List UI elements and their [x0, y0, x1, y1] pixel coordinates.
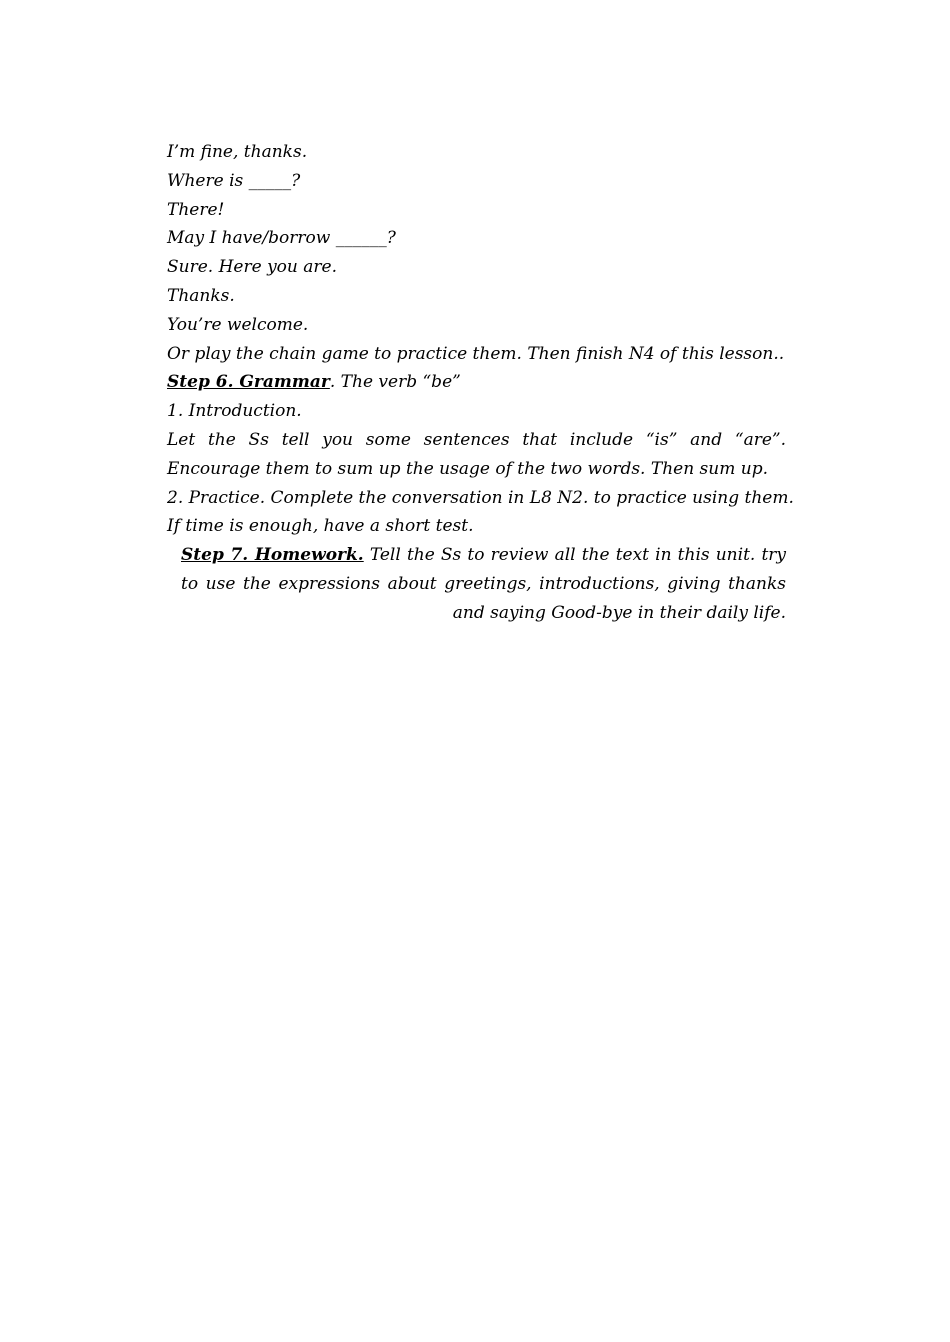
dialogue-line-6: Thanks.: [167, 285, 235, 306]
step6-heading: Step 6. Grammar: [167, 372, 330, 393]
chain-game-line: Or play the chain game to practice them. Then finish N4 of this lesson..: [167, 343, 785, 364]
step7-paragraph: [181, 541, 786, 627]
step6-line: [167, 368, 786, 397]
step7-text: Tell the Ss to review all the text in this unit. try to use the expressions about greetings, introductions, giving thanks and saying Good-bye in their daily life.: [181, 545, 787, 623]
introduction-paragraph: Let the Ss tell you some sentences that include “is” and “are”. Encourage them to sum up the usage of the two words. Then sum up.: [167, 429, 786, 479]
dialogue-line-1: I’m fine, thanks.: [167, 142, 308, 162]
practice-item: 2. Practice. Complete the conversation in L8 N2. to practice using them.: [167, 487, 794, 508]
dialogue-line-5: Sure. Here you are.: [167, 257, 337, 278]
step6-text: . The verb “be”: [329, 372, 461, 393]
document-body: [167, 138, 794, 628]
dialogue-line-2: Where is _____?: [167, 170, 301, 191]
short-test-line: If time is enough, have a short test.: [167, 516, 474, 537]
step7-heading: Step 7. Homework.: [181, 545, 364, 566]
introduction-item: 1. Introduction.: [167, 401, 302, 422]
dialogue-line-4: May I have/borrow ______?: [167, 228, 396, 249]
dialogue-line-3: There!: [167, 199, 225, 220]
dialogue-line-7: You’re welcome.: [167, 314, 309, 335]
